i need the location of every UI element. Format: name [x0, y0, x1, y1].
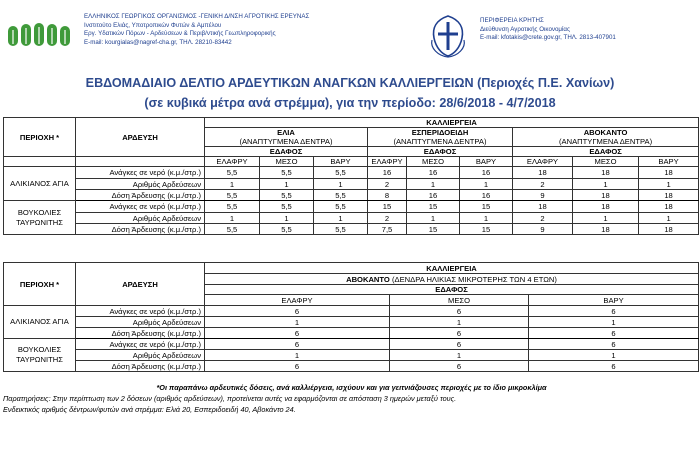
- value-cell: 1: [639, 179, 699, 190]
- org-right-line-2: Διεύθυνση Αγροτικής Οικονομίας: [480, 25, 570, 33]
- org-left-line-4: E-mail: kourgialas@nagref-cha.gr, ΤΗΛ. 28210-83442: [84, 38, 232, 46]
- crop-subtitle: (ΔΕΝΔΡΑ ΗΛΙΚΙΑΣ ΜΙΚΡΟΤΕΡΗΣ ΤΩΝ 4 ΕΤΩΝ): [391, 274, 557, 284]
- row-label: Δόση Άρδευσης (κ.μ./στρ.): [76, 328, 205, 339]
- blank-cell: [76, 157, 205, 167]
- value-cell: 5,5: [205, 167, 260, 179]
- soil-medium: ΜΕΣΟ: [260, 157, 314, 167]
- value-cell: 1: [573, 179, 639, 190]
- soil-heavy: ΒΑΡΥ: [314, 157, 368, 167]
- header: [0, 0, 700, 72]
- value-cell: 1: [390, 317, 529, 328]
- value-cell: 6: [529, 361, 699, 372]
- organization-right: [480, 17, 616, 43]
- org-left-line-3: Εργ. Υδατικών Πόρων - Αρδεύσεων & Περιβ/ντικής Γεωπληροφορικής: [84, 30, 276, 38]
- crop-citrus: ΕΣΠΕΡΙΔΟΕΙΔΗ: [368, 128, 513, 138]
- value-cell: 18: [639, 167, 699, 179]
- crop-citrus-subtitle: (ΑΝΑΠΤΥΓΜΕΝΑ ΔΕΝΤΡΑ): [368, 137, 513, 147]
- value-cell: 1: [407, 179, 460, 190]
- value-cell: 1: [460, 179, 513, 190]
- value-cell: 2: [513, 179, 573, 190]
- org-right-line-3: E-mail: kfotakis@crete.gov.gr, ΤΗΛ. 2813-407901: [480, 34, 616, 42]
- value-cell: 1: [390, 350, 529, 361]
- value-cell: 5,5: [205, 190, 260, 201]
- region-name: ΑΛΙΚΙΑΝΟΣ ΑΓΙΑ: [4, 306, 76, 339]
- value-cell: 8: [368, 190, 407, 201]
- table-row: [4, 190, 699, 201]
- value-cell: 15: [460, 201, 513, 213]
- value-cell: 1: [407, 213, 460, 224]
- value-cell: 1: [205, 317, 390, 328]
- value-cell: 1: [314, 213, 368, 224]
- soil-medium: ΜΕΣΟ: [573, 157, 639, 167]
- row-label: Αριθμός Αρδεύσεων: [76, 213, 205, 224]
- irrigation-column-header: ΑΡΔΕΥΣΗ: [76, 118, 205, 157]
- row-label: Ανάγκες σε νερό (κ.μ./στρ.): [76, 201, 205, 213]
- value-cell: 7,5: [368, 224, 407, 235]
- region-column-header: ΠΕΡΙΟΧΗ *: [4, 263, 76, 306]
- value-cell: 5,5: [205, 201, 260, 213]
- value-cell: 15: [460, 224, 513, 235]
- value-cell: 6: [529, 328, 699, 339]
- value-cell: 6: [205, 339, 390, 350]
- value-cell: 5,5: [260, 167, 314, 179]
- value-cell: 2: [368, 179, 407, 190]
- region-name: ΒΟΥΚΟΛΙΕΣ ΤΑΥΡΩΝΙΤΗΣ: [4, 339, 76, 372]
- value-cell: 15: [368, 201, 407, 213]
- value-cell: 6: [529, 306, 699, 317]
- value-cell: 1: [573, 213, 639, 224]
- soil-heavy: ΒΑΡΥ: [460, 157, 513, 167]
- crops-header: ΚΑΛΛΙΕΡΓΕΙΑ: [205, 263, 699, 274]
- value-cell: 1: [314, 179, 368, 190]
- value-cell: 5,5: [205, 224, 260, 235]
- value-cell: 5,5: [260, 201, 314, 213]
- table-row: [4, 167, 699, 179]
- value-cell: 1: [639, 213, 699, 224]
- organization-left: [84, 13, 309, 47]
- value-cell: 18: [639, 190, 699, 201]
- footnote-remarks: Παρατηρήσεις: Στην περίπτωση των 2 δόσεων (αριθμός αρδεύσεων), προτείνεται αυτές να εφαρμόζονται σε απόσταση 3 ημερών μεταξύ τους.: [3, 394, 457, 403]
- blank-cell: [4, 157, 76, 167]
- soil-light: ΕΛΑΦΡΥ: [513, 157, 573, 167]
- irrigation-table-young-avocado: [3, 262, 699, 372]
- soil-light: ΕΛΑΦΡΥ: [205, 295, 390, 306]
- value-cell: 1: [529, 317, 699, 328]
- value-cell: 18: [573, 190, 639, 201]
- crop-olive-subtitle: (ΑΝΑΠΤΥΓΜΕΝΑ ΔΕΝΤΡΑ): [205, 137, 368, 147]
- region-name: ΑΛΙΚΙΑΝΟΣ ΑΓΙΑ: [4, 167, 76, 201]
- crop-olive: ΕΛΙΑ: [205, 128, 368, 138]
- value-cell: 15: [407, 201, 460, 213]
- value-cell: 1: [205, 350, 390, 361]
- bulletin-period: (σε κυβικά μέτρα ανά στρέμμα), για την περίοδο: 28/6/2018 - 4/7/2018: [144, 96, 556, 110]
- row-label: Ανάγκες σε νερό (κ.μ./στρ.): [76, 167, 205, 179]
- value-cell: 5,5: [314, 167, 368, 179]
- value-cell: 18: [573, 201, 639, 213]
- value-cell: 6: [205, 361, 390, 372]
- soil-label: ΕΔΑΦΟΣ: [205, 285, 699, 295]
- footnote-tree-density: Ενδεικτικός αριθμός δέντρων/φυτών ανά στρέμμα: Ελιά 20, Εσπεριδοειδή 40, Αβοκάντο 24.: [3, 405, 296, 414]
- soil-medium: ΜΕΣΟ: [390, 295, 529, 306]
- row-label: Δόση Άρδευσης (κ.μ./στρ.): [76, 190, 205, 201]
- row-label: Ανάγκες σε νερό (κ.μ./στρ.): [76, 306, 205, 317]
- crop-young-avocado: [205, 274, 699, 285]
- value-cell: 1: [529, 350, 699, 361]
- crop-avocado: ΑΒΟΚΑΝΤΟ: [513, 128, 699, 138]
- region-column-header: ΠΕΡΙΟΧΗ *: [4, 118, 76, 157]
- crop-avocado-subtitle: (ΑΝΑΠΤΥΓΜΕΝΑ ΔΕΝΤΡΑ): [513, 137, 699, 147]
- table-row: [4, 224, 699, 235]
- crops-header: ΚΑΛΛΙΕΡΓΕΙΑ: [205, 118, 699, 128]
- soil-light: ΕΛΑΦΡΥ: [368, 157, 407, 167]
- bulletin-title: ΕΒΔΟΜΑΔΙΑΙΟ ΔΕΛΤΙΟ ΑΡΔΕΥΤΙΚΩΝ ΑΝΑΓΚΩΝ ΚΑΛΛΙΕΡΓΕΙΩΝ (Περιοχές Π.Ε. Χανίων): [85, 76, 615, 90]
- value-cell: 6: [390, 328, 529, 339]
- table-row: [4, 350, 699, 361]
- soil-light: ΕΛΑΦΡΥ: [205, 157, 260, 167]
- row-label: Αριθμός Αρδεύσεων: [76, 350, 205, 361]
- value-cell: 18: [639, 224, 699, 235]
- table-row: [4, 201, 699, 213]
- row-label: Αριθμός Αρδεύσεων: [76, 317, 205, 328]
- hellenic-seal-icon: [428, 14, 468, 58]
- crop-name: ΑΒΟΚΑΝΤΟ: [346, 274, 390, 284]
- value-cell: 2: [513, 213, 573, 224]
- table-row: [4, 179, 699, 190]
- table-row: [4, 317, 699, 328]
- value-cell: 1: [260, 213, 314, 224]
- table-row: [4, 339, 699, 350]
- value-cell: 5,5: [260, 190, 314, 201]
- value-cell: 1: [460, 213, 513, 224]
- value-cell: 18: [513, 167, 573, 179]
- elgo-logo-icon: [6, 20, 78, 50]
- value-cell: 6: [205, 328, 390, 339]
- value-cell: 16: [407, 167, 460, 179]
- value-cell: 5,5: [260, 224, 314, 235]
- irrigation-table-mature-trees: [3, 117, 699, 235]
- value-cell: 6: [390, 306, 529, 317]
- value-cell: 1: [205, 213, 260, 224]
- irrigation-column-header: ΑΡΔΕΥΣΗ: [76, 263, 205, 306]
- value-cell: 9: [513, 190, 573, 201]
- value-cell: 18: [639, 201, 699, 213]
- value-cell: 6: [529, 339, 699, 350]
- value-cell: 1: [260, 179, 314, 190]
- value-cell: 16: [460, 190, 513, 201]
- value-cell: 6: [205, 306, 390, 317]
- value-cell: 5,5: [314, 224, 368, 235]
- value-cell: 6: [390, 339, 529, 350]
- soil-heavy: ΒΑΡΥ: [529, 295, 699, 306]
- row-label: Δόση Άρδευσης (κ.μ./στρ.): [76, 224, 205, 235]
- value-cell: 9: [513, 224, 573, 235]
- value-cell: 15: [407, 224, 460, 235]
- table-row: [4, 361, 699, 372]
- value-cell: 2: [368, 213, 407, 224]
- soil-label-citrus: ΕΔΑΦΟΣ: [368, 147, 513, 157]
- soil-heavy: ΒΑΡΥ: [639, 157, 699, 167]
- table-row: [4, 306, 699, 317]
- value-cell: 16: [460, 167, 513, 179]
- value-cell: 5,5: [314, 201, 368, 213]
- value-cell: 5,5: [314, 190, 368, 201]
- soil-medium: ΜΕΣΟ: [407, 157, 460, 167]
- table-row: [4, 328, 699, 339]
- row-label: Αριθμός Αρδεύσεων: [76, 179, 205, 190]
- value-cell: 18: [513, 201, 573, 213]
- footnote-microclimate: *Οι παραπάνω αρδευτικές δόσεις, ανά καλλιέργεια, ισχύουν και για γειτνιάζουσες περιοχές με το ίδιο μικροκλίμα: [156, 383, 547, 392]
- org-left-line-2: Ινστιτούτο Ελιάς, Υποτροπικών Φυτών & Αμπέλου: [84, 21, 222, 29]
- row-label: Δόση Άρδευσης (κ.μ./στρ.): [76, 361, 205, 372]
- soil-label-avocado: ΕΔΑΦΟΣ: [513, 147, 699, 157]
- org-left-line-1: ΕΛΛΗΝΙΚΟΣ ΓΕΩΡΓΙΚΟΣ ΟΡΓΑΝΙΣΜΟΣ -ΓΕΝΙΚΗ Δ/ΝΣΗ ΑΓΡΟΤΙΚΗΣ ΕΡΕΥΝΑΣ: [84, 13, 310, 20]
- table-row: [4, 213, 699, 224]
- value-cell: 16: [407, 190, 460, 201]
- region-name: ΒΟΥΚΟΛΙΕΣ ΤΑΥΡΩΝΙΤΗΣ: [4, 201, 76, 235]
- soil-label-olive: ΕΔΑΦΟΣ: [205, 147, 368, 157]
- value-cell: 18: [573, 167, 639, 179]
- value-cell: 16: [368, 167, 407, 179]
- value-cell: 1: [205, 179, 260, 190]
- org-right-line-1: ΠΕΡΙΦΕΡΕΙΑ ΚΡΗΤΗΣ: [480, 17, 544, 24]
- row-label: Ανάγκες σε νερό (κ.μ./στρ.): [76, 339, 205, 350]
- value-cell: 6: [390, 361, 529, 372]
- value-cell: 18: [573, 224, 639, 235]
